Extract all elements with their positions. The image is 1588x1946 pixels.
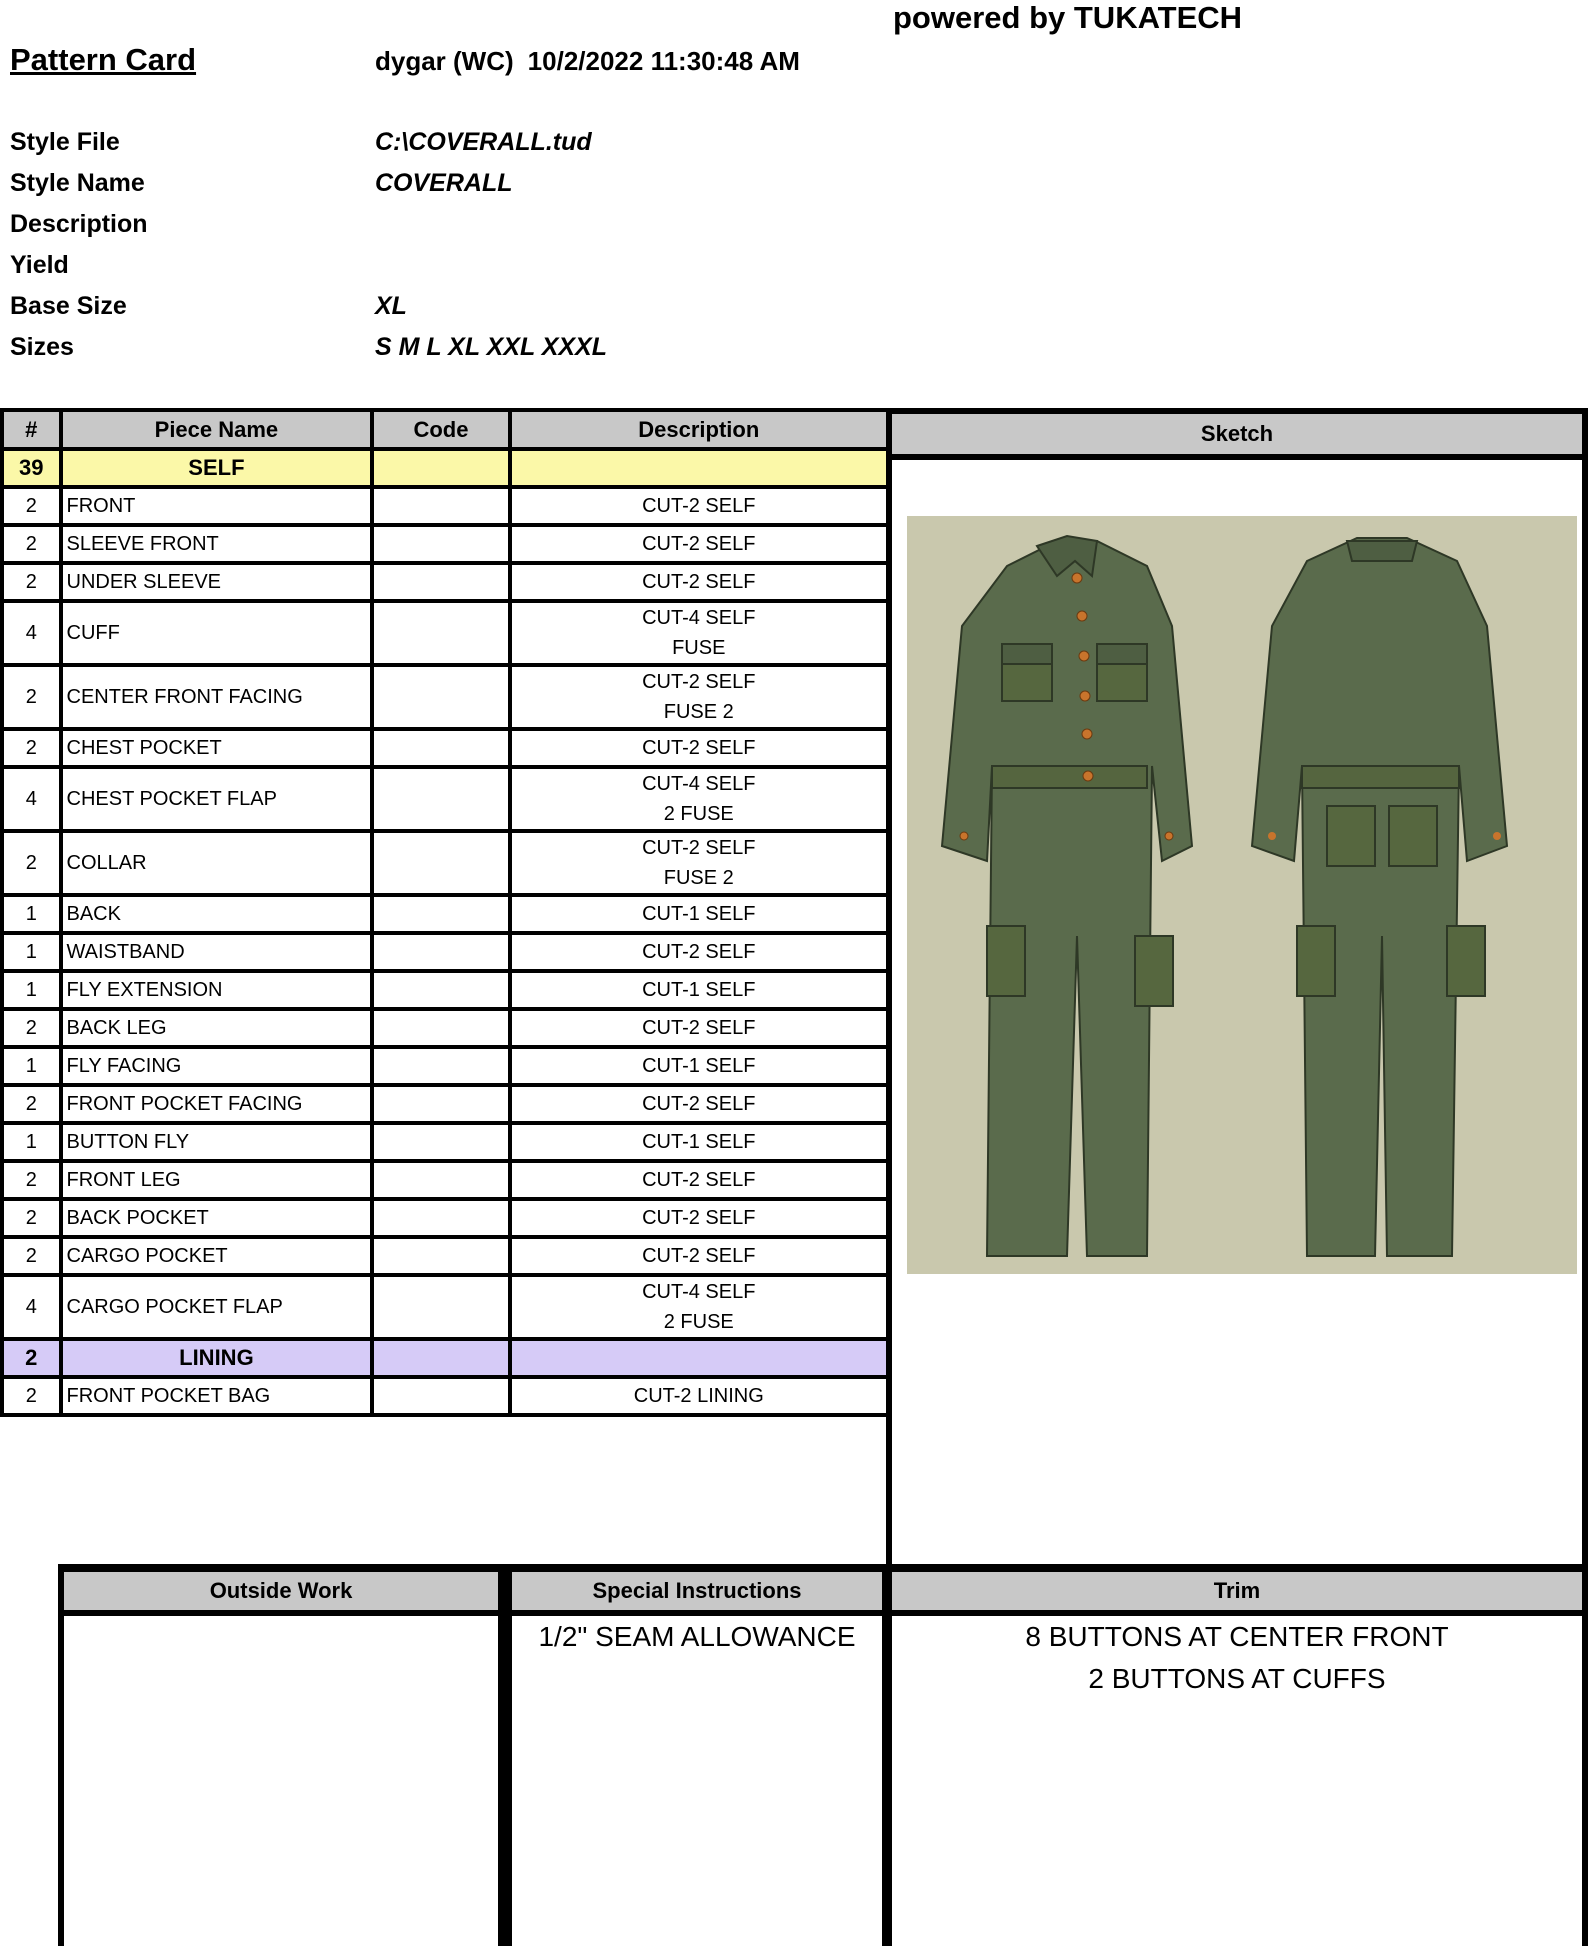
base-size-label: Base Size bbox=[10, 292, 127, 320]
coverall-sketch-svg bbox=[907, 516, 1577, 1274]
piece-description bbox=[512, 1011, 886, 1045]
style-name-label: Style Name bbox=[10, 169, 145, 197]
piece-name: FLY EXTENSION bbox=[63, 973, 371, 1007]
piece-code bbox=[374, 1125, 507, 1159]
description-line: CUT-2 SELF bbox=[642, 1093, 756, 1115]
piece-description bbox=[512, 1239, 886, 1273]
table-row bbox=[4, 897, 886, 931]
piece-qty: 1 bbox=[4, 935, 59, 969]
description-line: CUT-1 SELF bbox=[642, 1131, 756, 1153]
piece-qty: 2 bbox=[4, 1239, 59, 1273]
description-line: CUT-1 SELF bbox=[642, 903, 756, 925]
group-name: LINING bbox=[63, 1341, 371, 1375]
powered-by-label: powered by TUKATECH bbox=[893, 0, 1243, 35]
table-row bbox=[4, 565, 886, 599]
piece-name: FRONT POCKET BAG bbox=[63, 1379, 371, 1413]
description-line: CUT-2 LINING bbox=[633, 1385, 764, 1407]
table-row bbox=[4, 1011, 886, 1045]
piece-description bbox=[512, 1049, 886, 1083]
piece-code bbox=[374, 1379, 507, 1413]
piece-description bbox=[512, 1087, 886, 1121]
group-code bbox=[374, 451, 507, 485]
trim-line: 8 BUTTONS AT CENTER FRONT bbox=[1025, 1621, 1449, 1652]
description-line: CUT-4 SELF bbox=[642, 1281, 756, 1303]
table-row bbox=[4, 1201, 886, 1235]
header-num: # bbox=[4, 412, 59, 447]
piece-description bbox=[512, 1277, 886, 1337]
sizes-label: Sizes bbox=[10, 333, 74, 361]
piece-qty: 2 bbox=[4, 1011, 59, 1045]
description-line: CUT-2 SELF bbox=[642, 671, 756, 693]
description-line: CUT-1 SELF bbox=[642, 979, 756, 1001]
description-line: CUT-2 SELF bbox=[642, 737, 756, 759]
piece-code bbox=[374, 1049, 507, 1083]
table-row bbox=[4, 1163, 886, 1197]
piece-description bbox=[512, 935, 886, 969]
piece-name: FLY FACING bbox=[63, 1049, 371, 1083]
group-count: 2 bbox=[4, 1341, 59, 1375]
piece-qty: 4 bbox=[4, 1277, 59, 1337]
style-name-value: COVERALL bbox=[375, 169, 513, 197]
outside-work-body bbox=[64, 1616, 498, 1946]
piece-name: CENTER FRONT FACING bbox=[63, 667, 371, 727]
description-line: 2 FUSE bbox=[663, 803, 734, 825]
piece-qty: 2 bbox=[4, 667, 59, 727]
description-line: CUT-1 SELF bbox=[642, 1055, 756, 1077]
group-row-self bbox=[4, 451, 886, 485]
piece-description bbox=[512, 527, 886, 561]
description-line: CUT-2 SELF bbox=[642, 533, 756, 555]
piece-code bbox=[374, 897, 507, 931]
piece-name: CARGO POCKET bbox=[63, 1239, 371, 1273]
pieces-body bbox=[4, 451, 886, 1413]
piece-name: FRONT POCKET FACING bbox=[63, 1087, 371, 1121]
group-row-lining bbox=[4, 1341, 886, 1375]
table-row bbox=[4, 1125, 886, 1159]
piece-code bbox=[374, 1011, 507, 1045]
piece-qty: 2 bbox=[4, 833, 59, 893]
special-instructions-body bbox=[512, 1616, 882, 1946]
description-line: CUT-2 SELF bbox=[642, 495, 756, 517]
piece-code bbox=[374, 833, 507, 893]
sizes-value: S M L XL XXL XXXL bbox=[375, 333, 608, 361]
piece-name: UNDER SLEEVE bbox=[63, 565, 371, 599]
piece-qty: 2 bbox=[4, 1163, 59, 1197]
piece-name: SLEEVE FRONT bbox=[63, 527, 371, 561]
table-row bbox=[4, 935, 886, 969]
piece-description bbox=[512, 1201, 886, 1235]
header-description: Description bbox=[512, 412, 886, 447]
piece-name: CARGO POCKET FLAP bbox=[63, 1277, 371, 1337]
style-file-label: Style File bbox=[10, 128, 120, 156]
special-instructions-header: Special Instructions bbox=[512, 1572, 882, 1610]
coverall-back bbox=[1252, 538, 1507, 1256]
piece-qty: 2 bbox=[4, 1201, 59, 1235]
base-size-value: XL bbox=[375, 292, 407, 320]
piece-name: FRONT bbox=[63, 489, 371, 523]
special-instruction-line: 1/2" SEAM ALLOWANCE bbox=[538, 1621, 856, 1652]
piece-code bbox=[374, 565, 507, 599]
yield-label: Yield bbox=[10, 251, 69, 279]
coverall-front bbox=[942, 536, 1192, 1256]
sketch-body bbox=[892, 460, 1582, 1564]
piece-code bbox=[374, 1239, 507, 1273]
user-datetime-line bbox=[375, 46, 814, 77]
piece-qty: 1 bbox=[4, 973, 59, 1007]
piece-name: WAISTBAND bbox=[63, 935, 371, 969]
piece-description bbox=[512, 565, 886, 599]
piece-qty: 2 bbox=[4, 1379, 59, 1413]
page-title: Pattern Card bbox=[10, 42, 197, 77]
piece-description bbox=[512, 1379, 886, 1413]
description-line: FUSE bbox=[672, 637, 726, 659]
table-row bbox=[4, 973, 886, 1007]
bottom-section bbox=[58, 1564, 1588, 1946]
pieces-table bbox=[0, 408, 890, 1417]
piece-qty: 1 bbox=[4, 1125, 59, 1159]
header-piece-name: Piece Name bbox=[63, 412, 371, 447]
piece-description bbox=[512, 489, 886, 523]
description-label: Description bbox=[10, 210, 148, 238]
sketch-header: Sketch bbox=[892, 414, 1582, 454]
table-row bbox=[4, 769, 886, 829]
piece-qty: 1 bbox=[4, 897, 59, 931]
group-description bbox=[512, 451, 886, 485]
piece-code bbox=[374, 973, 507, 1007]
table-row bbox=[4, 603, 886, 663]
piece-code bbox=[374, 489, 507, 523]
trim-header: Trim bbox=[892, 1572, 1582, 1610]
description-line: CUT-2 SELF bbox=[642, 1207, 756, 1229]
table-row bbox=[4, 731, 886, 765]
group-count: 39 bbox=[4, 451, 59, 485]
piece-description bbox=[512, 769, 886, 829]
header-code: Code bbox=[374, 412, 507, 447]
coverall-sketch-image bbox=[907, 516, 1577, 1274]
description-line: CUT-2 SELF bbox=[642, 837, 756, 859]
piece-name: CHEST POCKET FLAP bbox=[63, 769, 371, 829]
piece-description bbox=[512, 731, 886, 765]
sketch-panel bbox=[886, 408, 1588, 1570]
piece-code bbox=[374, 1201, 507, 1235]
piece-name: BACK POCKET bbox=[63, 1201, 371, 1235]
piece-qty: 1 bbox=[4, 1049, 59, 1083]
table-row bbox=[4, 1239, 886, 1273]
trim-body bbox=[892, 1616, 1582, 1946]
piece-name: CUFF bbox=[63, 603, 371, 663]
piece-description bbox=[512, 667, 886, 727]
piece-code bbox=[374, 769, 507, 829]
description-line: CUT-2 SELF bbox=[642, 1245, 756, 1267]
table-row bbox=[4, 1087, 886, 1121]
group-code bbox=[374, 1341, 507, 1375]
description-line: FUSE 2 bbox=[663, 701, 734, 723]
description-line: CUT-2 SELF bbox=[642, 941, 756, 963]
description-line: CUT-4 SELF bbox=[642, 607, 756, 629]
description-line: CUT-2 SELF bbox=[642, 571, 756, 593]
piece-qty: 4 bbox=[4, 603, 59, 663]
piece-code bbox=[374, 1163, 507, 1197]
piece-code bbox=[374, 1277, 507, 1337]
description-line: CUT-2 SELF bbox=[642, 1017, 756, 1039]
table-row bbox=[4, 489, 886, 523]
outside-work-header: Outside Work bbox=[64, 1572, 498, 1610]
piece-description bbox=[512, 833, 886, 893]
description-line: CUT-2 SELF bbox=[642, 1169, 756, 1191]
piece-code bbox=[374, 935, 507, 969]
piece-description bbox=[512, 897, 886, 931]
trim-line: 2 BUTTONS AT CUFFS bbox=[1088, 1663, 1386, 1694]
piece-qty: 2 bbox=[4, 489, 59, 523]
piece-code bbox=[374, 527, 507, 561]
table-row bbox=[4, 1277, 886, 1337]
table-row bbox=[4, 1379, 886, 1413]
piece-name: BACK bbox=[63, 897, 371, 931]
table-row bbox=[4, 833, 886, 893]
piece-code bbox=[374, 667, 507, 727]
piece-qty: 2 bbox=[4, 565, 59, 599]
piece-code bbox=[374, 603, 507, 663]
table-header-row bbox=[4, 412, 886, 447]
style-file-value: C:\COVERALL.tud bbox=[375, 128, 592, 156]
piece-code bbox=[374, 1087, 507, 1121]
description-line: CUT-4 SELF bbox=[642, 773, 756, 795]
table-row bbox=[4, 667, 886, 727]
piece-name: COLLAR bbox=[63, 833, 371, 893]
table-row bbox=[4, 1049, 886, 1083]
user-name: dygar (WC) bbox=[375, 46, 514, 76]
description-line: 2 FUSE bbox=[663, 1311, 734, 1333]
piece-description bbox=[512, 1163, 886, 1197]
group-name: SELF bbox=[63, 451, 371, 485]
description-line: FUSE 2 bbox=[663, 867, 734, 889]
group-description bbox=[512, 1341, 886, 1375]
piece-qty: 2 bbox=[4, 1087, 59, 1121]
piece-name: BACK LEG bbox=[63, 1011, 371, 1045]
piece-description bbox=[512, 973, 886, 1007]
piece-name: FRONT LEG bbox=[63, 1163, 371, 1197]
piece-description bbox=[512, 1125, 886, 1159]
print-datetime: 10/2/2022 11:30:48 AM bbox=[527, 46, 800, 76]
piece-code bbox=[374, 731, 507, 765]
piece-qty: 4 bbox=[4, 769, 59, 829]
table-row bbox=[4, 527, 886, 561]
piece-name: CHEST POCKET bbox=[63, 731, 371, 765]
piece-name: BUTTON FLY bbox=[63, 1125, 371, 1159]
piece-qty: 2 bbox=[4, 731, 59, 765]
piece-description bbox=[512, 603, 886, 663]
piece-qty: 2 bbox=[4, 527, 59, 561]
